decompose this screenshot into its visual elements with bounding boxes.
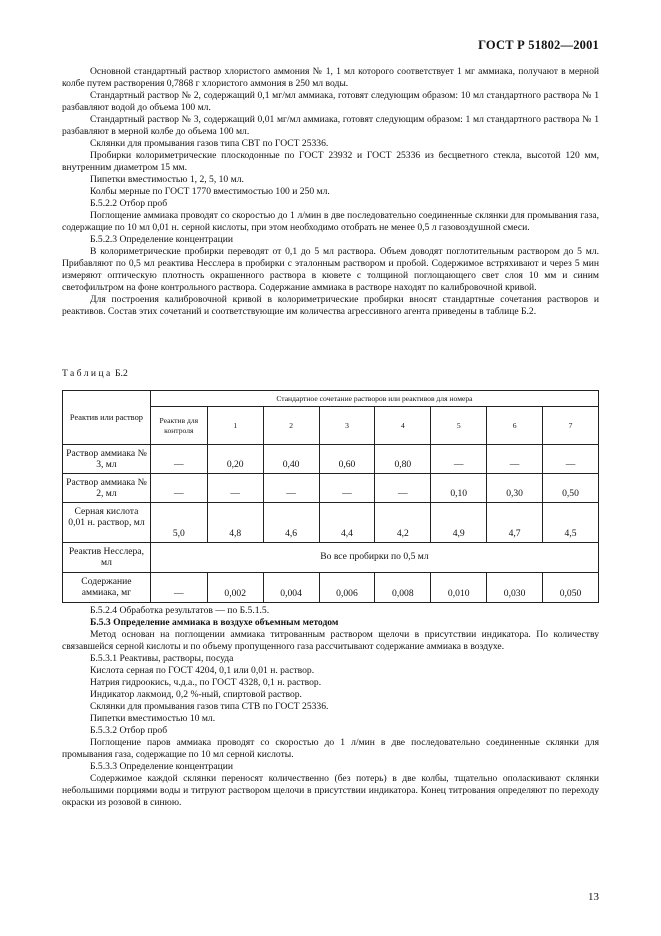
table-cell: 0,030 bbox=[487, 573, 543, 603]
header-reagent: Реактив или раствор bbox=[63, 391, 151, 445]
section-heading: Б.5.3.2 Отбор проб bbox=[90, 725, 168, 736]
table-cell: — bbox=[319, 474, 375, 503]
table-caption-word: Таблица bbox=[62, 368, 113, 379]
table-cell: 0,006 bbox=[319, 573, 375, 603]
table-cell: 4,7 bbox=[487, 503, 543, 543]
table-cell: 0,010 bbox=[431, 573, 487, 603]
paragraph: Поглощение аммиака проводят со скоростью до 1 л/мин в две последовательно соединенные склянки для промывания газа, содержащие по 10 мл 0,01 н. серной кислоты, при этом необходимо отобрать не менее 0,5 л газовоздушной смеси. bbox=[62, 210, 599, 233]
row-label: Содержание аммиака, мг bbox=[63, 573, 151, 603]
table-cell: — bbox=[431, 445, 487, 474]
table-cell: — bbox=[543, 445, 599, 474]
table-cell-merged: Во все пробирки по 0,5 мл bbox=[150, 543, 598, 573]
paragraph: Для построения калибровочной кривой в колориметрические пробирки вносят стандартные сочетания растворов и реактивов. Состав этих сочетаний и соответствующие им количества агрессивного агента приведены в таблице Б.2. bbox=[62, 294, 599, 317]
document-header: ГОСТ Р 51802—2001 bbox=[478, 38, 599, 52]
paragraph: Склянки для промывания газов типа СВТ по ГОСТ 25336. bbox=[90, 138, 329, 149]
paragraph: Натрия гидроокись, ч.д.а., по ГОСТ 4328, 0,1 н. раствор. bbox=[90, 677, 322, 688]
header-number: 7 bbox=[543, 407, 599, 445]
table-cell: 0,008 bbox=[375, 573, 431, 603]
table-cell: — bbox=[150, 474, 207, 503]
header-number: 4 bbox=[375, 407, 431, 445]
table-cell: 5,0 bbox=[150, 503, 207, 543]
table-cell: 0,50 bbox=[543, 474, 599, 503]
row-label: Раствор аммиака № 2, мл bbox=[63, 474, 151, 503]
table-cell: 0,60 bbox=[319, 445, 375, 474]
table-cell: 0,40 bbox=[263, 445, 319, 474]
paragraph: Кислота серная по ГОСТ 4204, 0,1 или 0,01 н. раствор. bbox=[90, 665, 315, 676]
paragraph: В колориметрические пробирки переводят от 0,1 до 5 мл раствора. Объем доводят поглотительным раствором до 5 мл. Прибавляют по 0,5 мл реактива Несслера в пробирки с эталонным раствором и пробой. Содержимое встряхивают и через 5 мин измеряют оптическую плотность окрашенного раствора в кювете с толщиной поглощающего свет слоя 10 мм и синим светофильтром на фоне контрольного раствора. Содержание аммиака в растворе находят по калибровочной кривой. bbox=[62, 246, 599, 293]
table-cell: — bbox=[150, 573, 207, 603]
paragraph: Содержимое каждой склянки переносят количественно (без потерь) в две колбы, тщательно ополаскивают склянки небольшими порциями воды и титруют раствором щелочи в присутствии индикатора. Конец титрования определяют по переходу окраски из розовой в синюю. bbox=[62, 773, 599, 808]
row-label: Реактив Несслера, мл bbox=[63, 543, 151, 573]
table-cell: 0,20 bbox=[207, 445, 263, 474]
table-caption bbox=[62, 368, 128, 379]
section-heading: Б.5.2.4 Обработка результатов — по Б.5.1.5. bbox=[90, 605, 270, 616]
table-cell: 0,004 bbox=[263, 573, 319, 603]
paragraph: Основной стандартный раствор хлористого аммония № 1, 1 мл которого соответствует 1 мг аммиака, получают в мерной колбе путем растворения 0,7868 г хлористого аммония в 250 мл воды. bbox=[62, 66, 599, 89]
paragraph: Индикатор лакмоид, 0,2 %-ный, спиртовой раствор. bbox=[90, 689, 302, 700]
table-cell: 4,6 bbox=[263, 503, 319, 543]
table-cell: 4,5 bbox=[543, 503, 599, 543]
row-label: Раствор аммиака № 3, мл bbox=[63, 445, 151, 474]
header-number: 3 bbox=[319, 407, 375, 445]
table-cell: — bbox=[487, 445, 543, 474]
table-cell: — bbox=[150, 445, 207, 474]
table-cell: — bbox=[263, 474, 319, 503]
top-text-block bbox=[62, 66, 599, 318]
paragraph: Пипетки вместимостью 1, 2, 5, 10 мл. bbox=[90, 174, 244, 185]
header-number: 6 bbox=[487, 407, 543, 445]
table-row bbox=[63, 474, 599, 503]
paragraph: Пипетки вместимостью 10 мл. bbox=[90, 713, 216, 724]
paragraph: Поглощение паров аммиака проводят со скоростью до 1 л/мин в две последовательно соединенные склянки для промывания газа, содержащие по 10 мл серной кислоты. bbox=[62, 737, 599, 760]
section-heading: Б.5.3.3 Определение концентрации bbox=[90, 761, 233, 772]
table-cell: 0,050 bbox=[543, 573, 599, 603]
header-control: Реактив для контроля bbox=[150, 407, 207, 445]
header-number: 2 bbox=[263, 407, 319, 445]
paragraph: Стандартный раствор № 2, содержащий 0,1 мг/мл аммиака, готовят следующим образом: 10 мл стандартного раствора № 1 разбавляют водой до объема 100 мл. bbox=[62, 90, 599, 113]
section-heading: Б.5.2.2 Отбор проб bbox=[90, 198, 168, 209]
table-cell: 4,8 bbox=[207, 503, 263, 543]
section-heading: Б.5.2.3 Определение концентрации bbox=[90, 234, 233, 245]
table-cell: 4,4 bbox=[319, 503, 375, 543]
table-cell: — bbox=[375, 474, 431, 503]
paragraph: Метод основан на поглощении аммиака титрованным раствором щелочи в присутствии индикатора. По количеству связавшейся серной кислоты и по объему пропущенного газа рассчитывают содержание аммиака в воздухе. bbox=[62, 629, 599, 652]
table-caption-number: Б.2 bbox=[115, 368, 128, 379]
section-heading-bold: Б.5.3 Определение аммиака в воздухе объемным методом bbox=[90, 617, 339, 628]
data-table bbox=[62, 390, 599, 603]
table-row bbox=[63, 573, 599, 603]
table-cell: 0,80 bbox=[375, 445, 431, 474]
table-cell: 0,002 bbox=[207, 573, 263, 603]
table-cell: 4,2 bbox=[375, 503, 431, 543]
table-cell: 0,30 bbox=[487, 474, 543, 503]
table-cell: — bbox=[207, 474, 263, 503]
table-row bbox=[63, 503, 599, 543]
paragraph: Склянки для промывания газов типа СТВ по ГОСТ 25336. bbox=[90, 701, 329, 712]
page-number: 13 bbox=[588, 891, 599, 903]
paragraph: Колбы мерные по ГОСТ 1770 вместимостью 100 и 250 мл. bbox=[90, 186, 330, 197]
section-heading: Б.5.3.1 Реактивы, растворы, посуда bbox=[90, 653, 234, 664]
table-cell: 4,9 bbox=[431, 503, 487, 543]
bottom-text-block bbox=[62, 605, 599, 809]
paragraph: Пробирки колориметрические плоскодонные по ГОСТ 23932 и ГОСТ 25336 из бесцветного стекла, высотой 120 мм, внутренним диаметром 15 мм. bbox=[62, 150, 599, 173]
header-number: 1 bbox=[207, 407, 263, 445]
row-label: Серная кислота 0,01 н. раствор, мл bbox=[63, 503, 151, 543]
table-cell: 0,10 bbox=[431, 474, 487, 503]
header-group: Стандартное сочетание растворов или реактивов для номера bbox=[150, 391, 598, 407]
paragraph: Стандартный раствор № 3, содержащий 0,01 мг/мл аммиака, готовят следующим образом: 1 мл стандартного раствора № 1 разбавляют в мерной колбе до объема 100 мл. bbox=[62, 114, 599, 137]
table-row bbox=[63, 543, 599, 573]
table-row bbox=[63, 445, 599, 474]
header-number: 5 bbox=[431, 407, 487, 445]
